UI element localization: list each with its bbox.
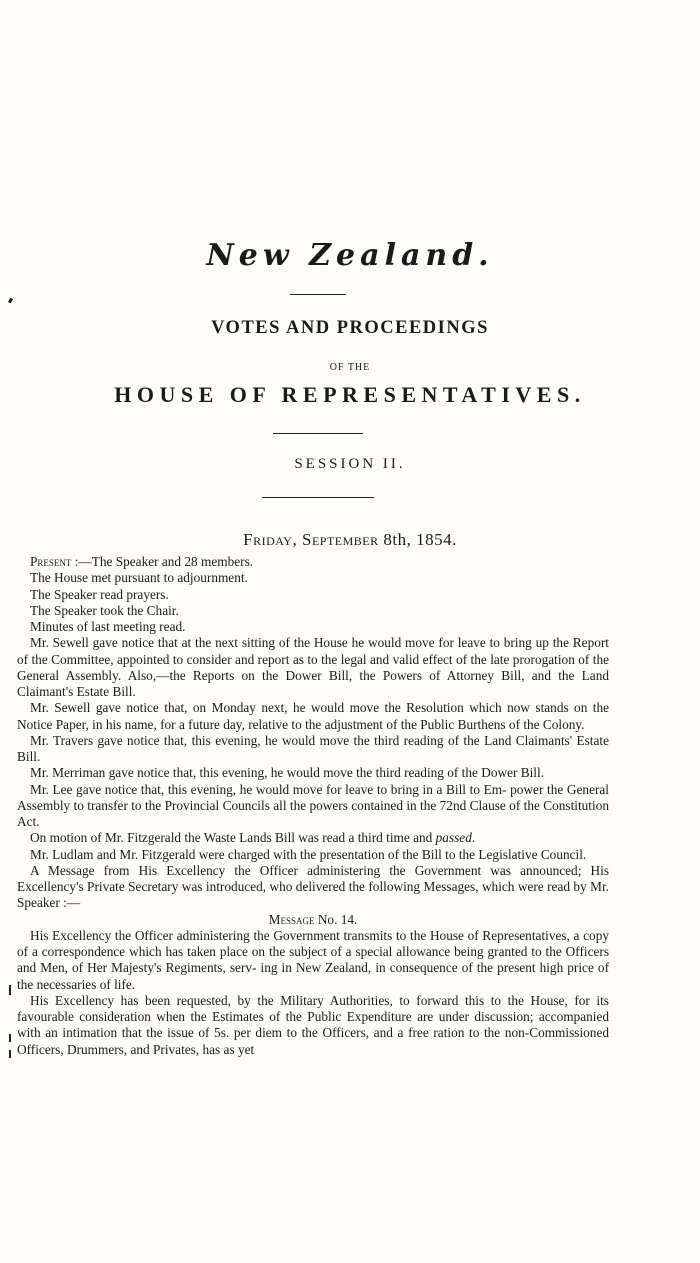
period: . bbox=[471, 830, 476, 846]
paragraph: The Speaker read prayers. bbox=[30, 586, 169, 602]
margin-mark bbox=[9, 1034, 11, 1042]
message-paragraph: His Excellency has been requested, by the Military Authorities, to forward this to the House, for its favourable consideration when the Estimates of the Public Expenditure are under discussion; accompanied with an intimation that the issue of 5s. per diem to the Officers, and a free ration to the non-Commissioned Officers, Drummers, and Privates, has as yet bbox=[17, 992, 609, 1057]
margin-mark bbox=[9, 1050, 11, 1058]
paragraph: The House met pursuant to adjournment. bbox=[30, 570, 248, 586]
paragraph: Mr. Ludlam and Mr. Fitzgerald were charged with the presentation of the Bill to the Legislative Council. bbox=[30, 846, 587, 862]
present-text: :—The Speaker and 28 members. bbox=[71, 554, 254, 569]
message-label: Message bbox=[268, 911, 315, 927]
paragraph: The Speaker took the Chair. bbox=[30, 602, 179, 618]
paragraph: Mr. Travers gave notice that, this evening, he would move the third reading of the Land Claimants' Estate Bill. bbox=[17, 732, 609, 764]
message-paragraph: His Excellency the Officer administering the Government transmits to the House of Representatives, a copy of a correspondence which has taken place on the subject of a special allowance being granted to the Officers and Men, of Her Majesty's Regiments, serv- ing in New Zealand, in consequence of the present high price of the necessaries of life. bbox=[17, 927, 609, 992]
paragraph: Mr. Sewell gave notice that at the next sitting of the House he would move for leave to bring up the Report of the Committee, appointed to consider and report as to the legal and valid effect of the late prorogation of the General Assembly. Also,—the Reports on the Dower Bill, the Powers of Attorney Bill, and the Land Claimant's Estate Bill. bbox=[17, 635, 609, 699]
proceedings-body bbox=[17, 554, 609, 1058]
paragraph: A Message from His Excellency the Officer administering the Government was announced; His Excellency's Private Secretary was introduced, who delivered the following Messages, which were read by Mr. Speaker :— bbox=[17, 862, 609, 911]
passed-word: passed bbox=[435, 830, 472, 846]
paragraph: Mr. Merriman gave notice that, this evening, he would move the third reading of the Dower Bill. bbox=[30, 765, 545, 781]
paragraph: Minutes of last meeting read. bbox=[30, 619, 186, 634]
paragraph bbox=[17, 830, 609, 846]
votes-heading: VOTES AND PROCEEDINGS bbox=[211, 318, 489, 338]
of-the-heading: OF THE bbox=[329, 362, 371, 373]
waste-lands-text: On motion of Mr. Fitzgerald the Waste Lands Bill was read a third time and bbox=[30, 830, 436, 846]
rule-2 bbox=[273, 433, 363, 434]
message-number: No. 14. bbox=[317, 911, 358, 927]
paragraph bbox=[17, 554, 609, 570]
dateline-date: 8th, 1854. bbox=[383, 530, 457, 549]
paragraph: Mr. Lee gave notice that, this evening, he would move for leave to bring in a Bill to Em- power the General Assembly to transfer to the Provincial Councils all the powers contained in the 72nd Clause of the Constitution Act. bbox=[17, 781, 609, 829]
country-title: New Zealand. bbox=[206, 238, 494, 273]
rule-1 bbox=[290, 294, 346, 295]
dateline-day: Friday, bbox=[243, 530, 298, 549]
rule-3 bbox=[262, 497, 374, 498]
dateline-month: September bbox=[301, 530, 379, 549]
margin-mark bbox=[9, 985, 11, 995]
message-heading bbox=[17, 912, 609, 928]
session-heading: SESSION II. bbox=[294, 456, 406, 472]
dateline bbox=[0, 530, 700, 550]
ink-speck bbox=[8, 298, 13, 304]
present-label: Present bbox=[30, 554, 72, 569]
house-heading: HOUSE OF REPRESENTATIVES. bbox=[114, 382, 586, 407]
paragraph: Mr. Sewell gave notice that, on Monday next, he would move the Resolution which now stands on the Notice Paper, in his name, for a future day, relative to the adjustment of the Public Burthens of the Colony. bbox=[17, 700, 609, 732]
